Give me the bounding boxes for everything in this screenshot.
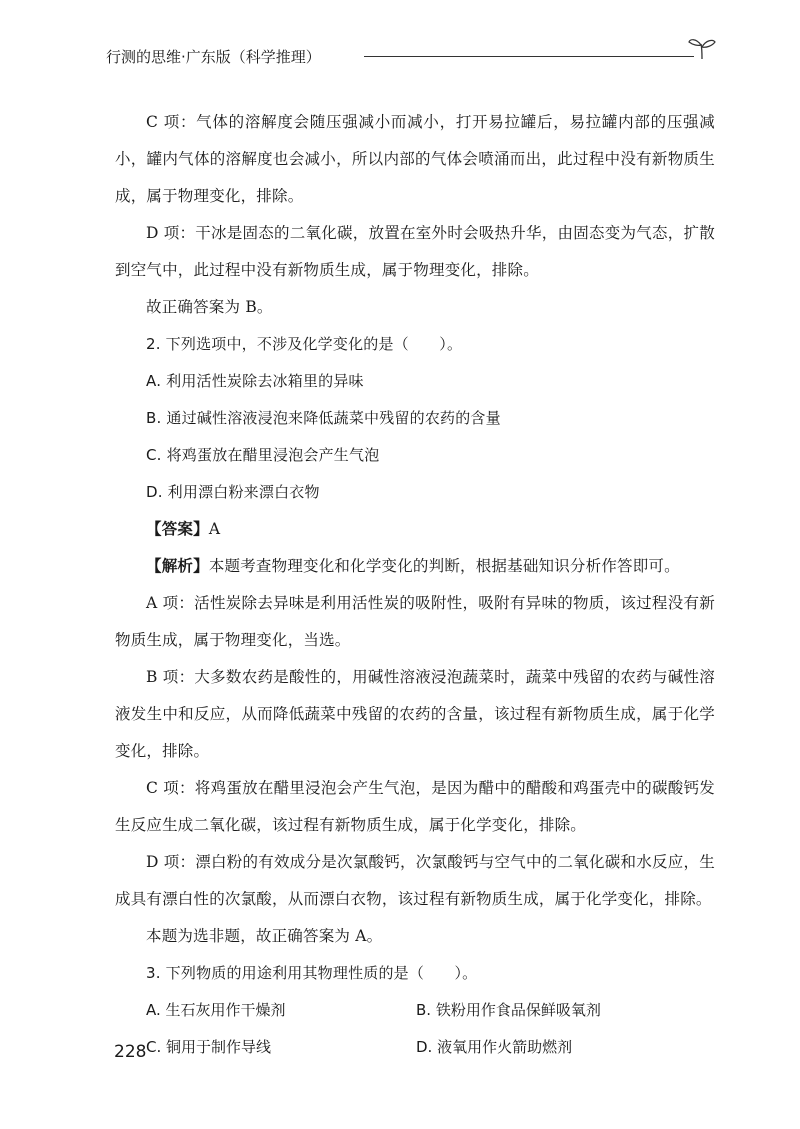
- analysis-text: 本题考查物理变化和化学变化的判断，根据基础知识分析作答即可。: [208, 557, 680, 575]
- question-2-option-d: D. 利用漂白粉来漂白衣物: [146, 483, 320, 501]
- question-3-option-a: A. 生石灰用作干燥剂: [146, 1001, 286, 1019]
- question-2-stem: 2. 下列选项中，不涉及化学变化的是（ ）。: [146, 335, 463, 353]
- sprout-icon: [688, 36, 716, 60]
- question-2-a-explanation: A 项：活性炭除去异味是利用活性炭的吸附性，吸附有异味的物质，该过程没有新物质生成，属于物理变化，当选。: [115, 594, 715, 649]
- header-rule: [364, 56, 694, 57]
- header-title: 行测的思维·广东版（科学推理）: [106, 48, 321, 66]
- question-2-option-b: B. 通过碱性溶液浸泡来降低蔬菜中残留的农药的含量: [146, 409, 501, 427]
- answer-value: A: [208, 520, 221, 538]
- question-3-options-row-1: [115, 992, 715, 1029]
- question-2-answer: [115, 511, 715, 548]
- question-2-b-explanation: B 项：大多数农药是酸性的，用碱性溶液浸泡蔬菜时，蔬菜中残留的农药与碱性溶液发生中和反应，从而降低蔬菜中残留的农药的含量，该过程有新物质生成，属于化学变化，排除。: [115, 668, 715, 760]
- question-3-option-d: D. 液氧用作火箭助燃剂: [416, 1038, 573, 1056]
- question-2-c-explanation: C 项：将鸡蛋放在醋里浸泡会产生气泡，是因为醋中的醋酸和鸡蛋壳中的碳酸钙发生反应生成二氧化碳，该过程有新物质生成，属于化学变化，排除。: [115, 779, 715, 834]
- page-body: [115, 104, 715, 1066]
- page-number: 228: [114, 1042, 147, 1062]
- answer-label: 【答案】: [146, 520, 209, 538]
- running-header: [106, 42, 716, 72]
- question-3-option-c: C. 铜用于制作导线: [146, 1038, 272, 1056]
- prev-answer-conclusion: 故正确答案为 B。: [146, 298, 273, 316]
- question-2-option-a: A. 利用活性炭除去冰箱里的异味: [146, 372, 364, 390]
- analysis-label: 【解析】: [146, 557, 209, 575]
- question-3-option-b: B. 铁粉用作食品保鲜吸氧剂: [416, 1001, 601, 1019]
- question-2-analysis: [115, 548, 715, 585]
- question-2-option-c: C. 将鸡蛋放在醋里浸泡会产生气泡: [146, 446, 380, 464]
- option-d-explanation-prev: D 项：干冰是固态的二氧化碳，放置在室外时会吸热升华，由固态变为气态，扩散到空气中，此过程中没有新物质生成，属于物理变化，排除。: [115, 224, 715, 279]
- question-2-conclusion: 本题为选非题，故正确答案为 A。: [146, 927, 383, 945]
- question-2-d-explanation: D 项：漂白粉的有效成分是次氯酸钙，次氯酸钙与空气中的二氧化碳和水反应，生成具有漂白性的次氯酸，从而漂白衣物，该过程有新物质生成，属于化学变化，排除。: [115, 853, 715, 908]
- question-3-options-row-2: [115, 1029, 715, 1066]
- option-c-explanation-prev: C 项：气体的溶解度会随压强减小而减小，打开易拉罐后，易拉罐内部的压强减小，罐内气体的溶解度也会减小，所以内部的气体会喷涌而出，此过程中没有新物质生成，属于物理变化，排除。: [115, 113, 715, 205]
- question-3-stem: 3. 下列物质的用途利用其物理性质的是（ ）。: [146, 964, 478, 982]
